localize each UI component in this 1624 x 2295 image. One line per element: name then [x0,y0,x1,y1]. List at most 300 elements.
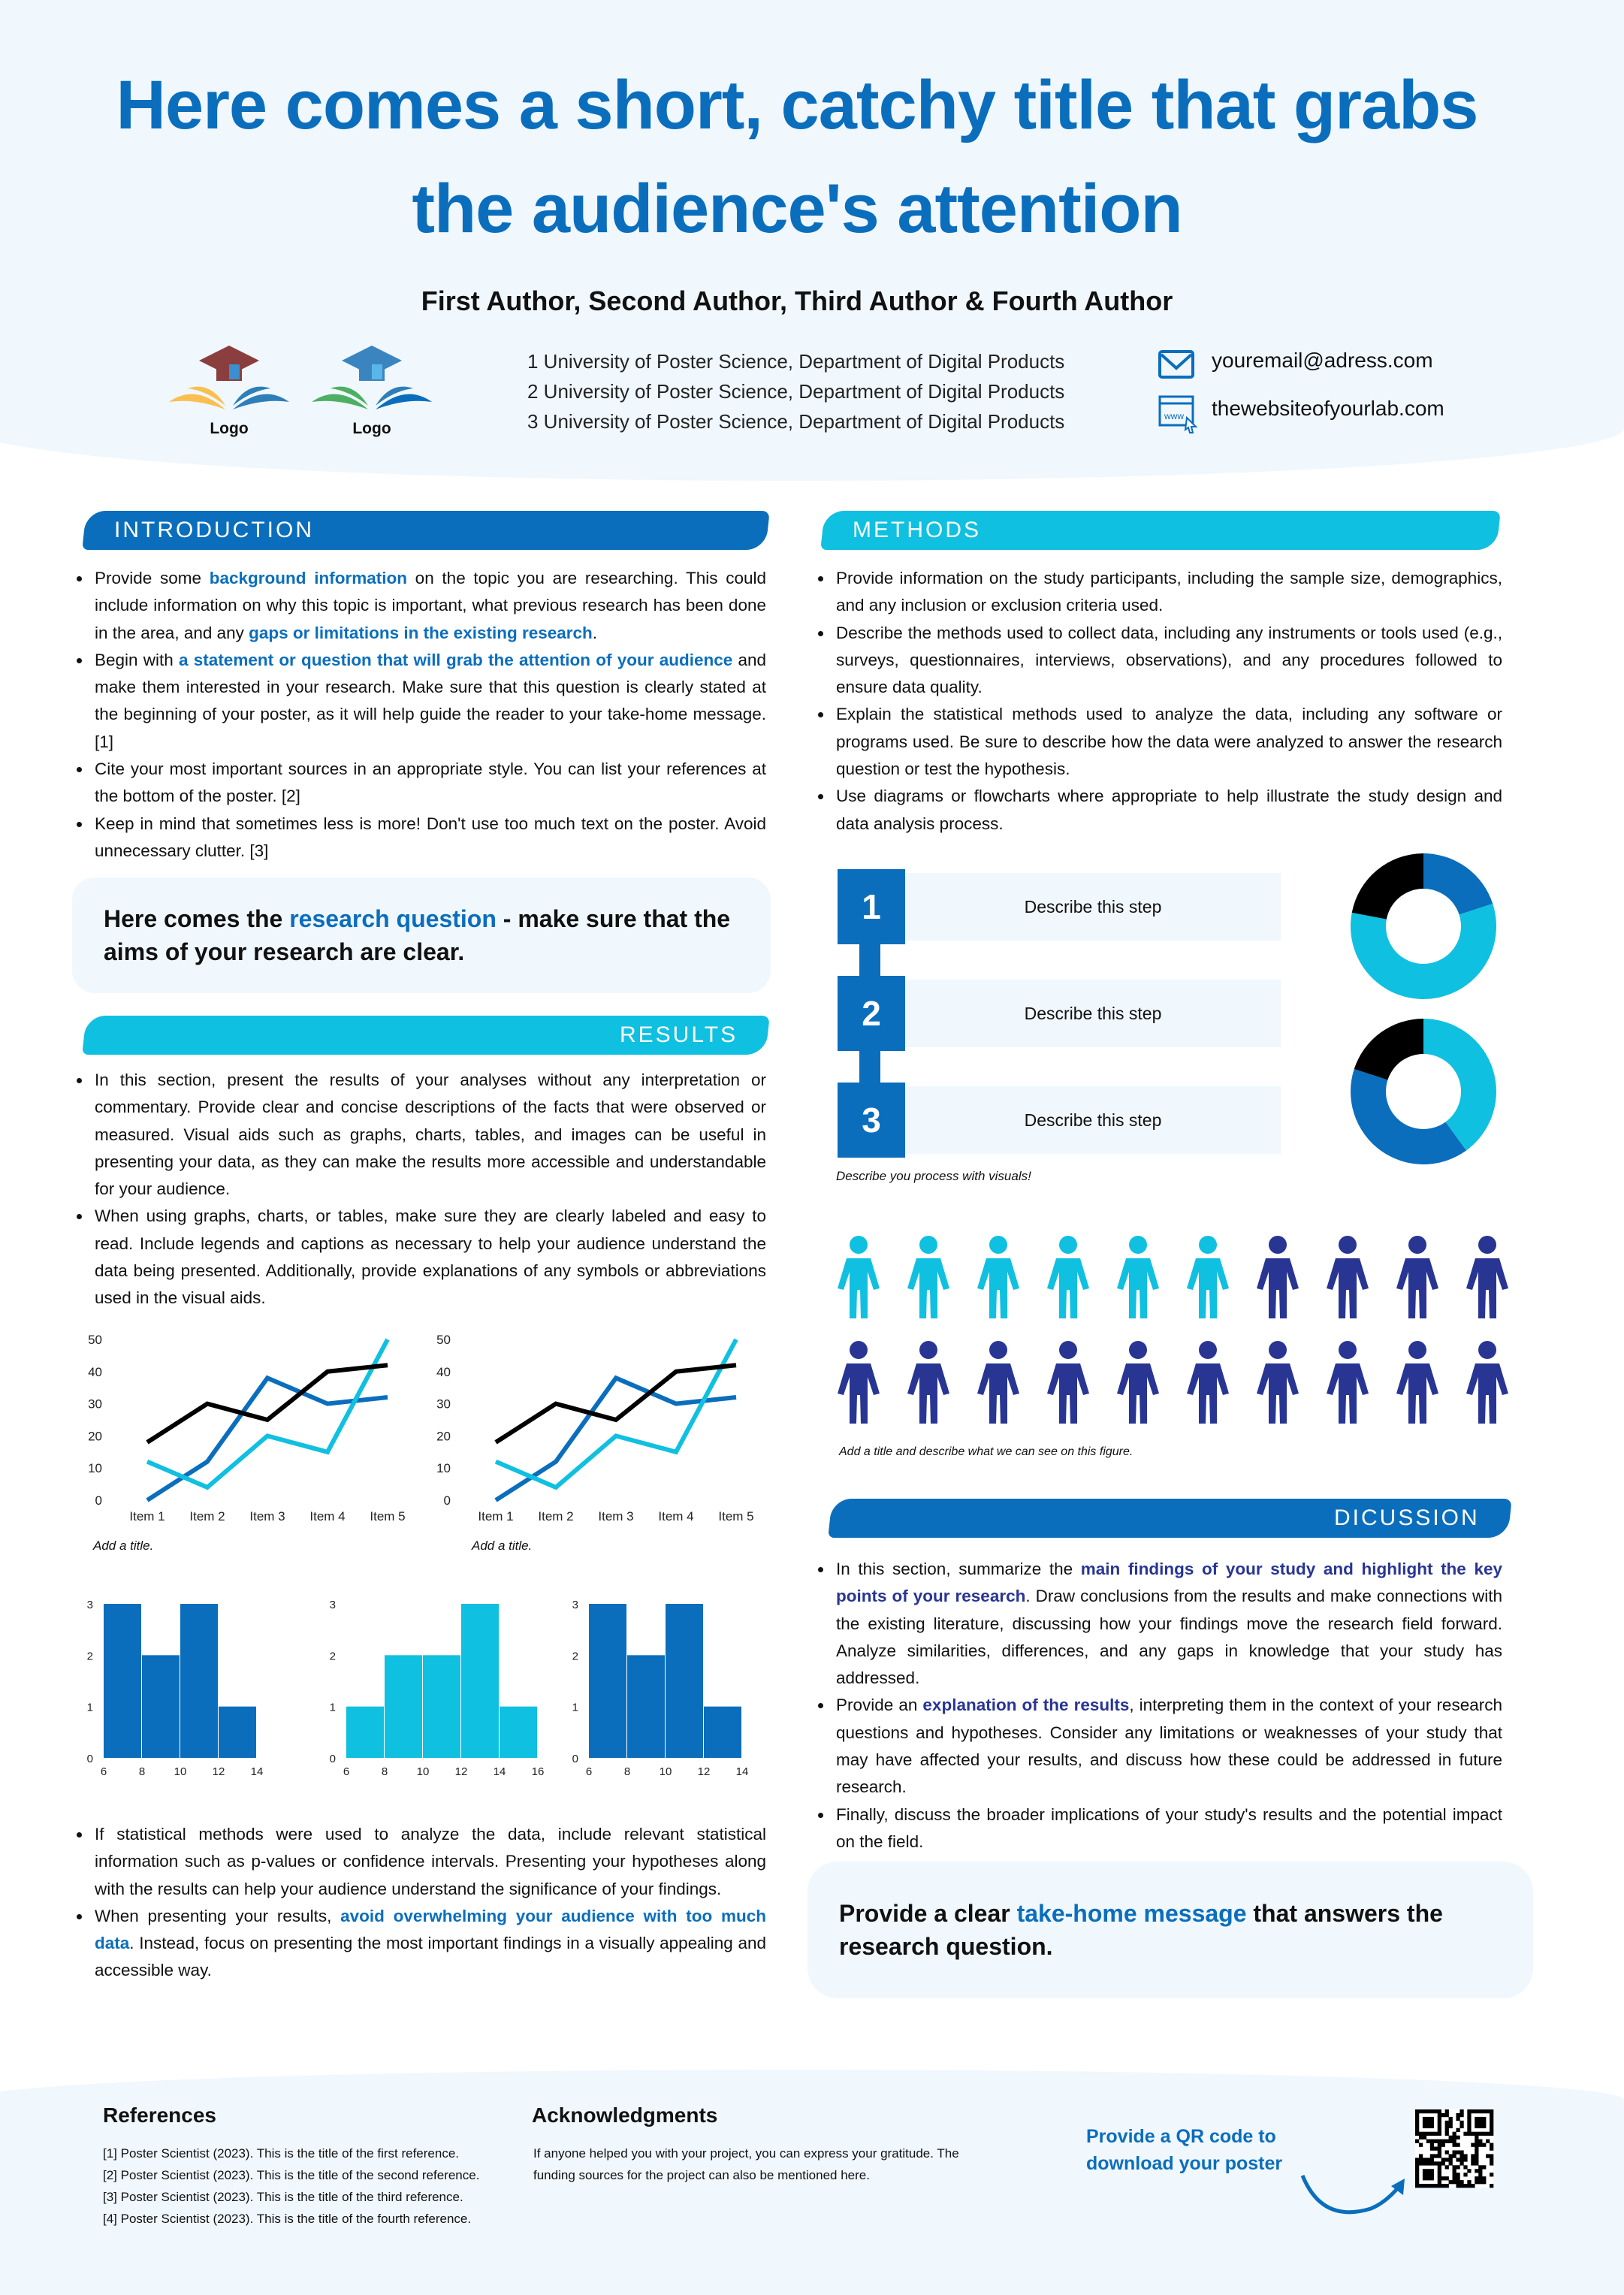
x-tick-label: 8 [139,1765,145,1778]
histogram-bar [104,1604,141,1758]
person-body [1466,1258,1508,1318]
qr-module [1459,2161,1463,2165]
line-series-blue [496,1378,736,1500]
qr-module [1430,2117,1434,2121]
person-icon [838,1341,880,1424]
qr-module [1482,2180,1486,2184]
qr-module [1475,2161,1478,2165]
y-tick-label: 1 [572,1702,578,1714]
y-tick-label: 10 [436,1461,451,1475]
person-head [1269,1236,1287,1254]
bullet-item [815,565,1502,620]
histogram-bar [627,1655,665,1758]
person-body [977,1258,1019,1318]
y-tick-label: 3 [572,1599,578,1611]
bullet-text: In this section, summarize the [836,1560,1081,1578]
person-body [1117,1363,1159,1424]
website-link[interactable]: thewebsiteofyourlab.com [1212,397,1444,421]
qr-module [1475,2176,1478,2180]
person-icon [977,1341,1019,1424]
donut-slice-black [1354,1019,1423,1080]
references-list [103,2143,479,2230]
qr-module [1430,2169,1434,2173]
qr-module [1482,2117,1486,2121]
x-tick-label: Item 4 [658,1509,693,1523]
reference-3: [3] Poster Scientist (2023). This is the title of the third reference. [103,2186,479,2208]
qr-module [1415,2169,1419,2173]
take-home-post: that answers the research question. [839,1900,1443,1960]
qr-module [1430,2176,1434,2180]
x-tick-label: Item 5 [718,1509,753,1523]
reference-2: [2] Poster Scientist (2023). This is the title of the second reference. [103,2164,479,2186]
qr-module [1475,2147,1478,2151]
qr-module [1478,2165,1482,2169]
qr-module [1475,2117,1478,2121]
person-head [1478,1236,1496,1254]
person-icon [1257,1341,1299,1424]
acknowledgments-text [533,2143,959,2186]
qr-module [1430,2109,1434,2113]
bullet-text: If statistical methods were used to analyze the data, include relevant statistical information such as p-values or confidence intervals. Presenting your hypotheses along with the results can help your audience understand the significance of your findings. [95,1825,766,1898]
qr-module [1430,2147,1434,2151]
person-icon [1327,1341,1369,1424]
bullet-text: . [593,624,597,642]
qr-module [1445,2184,1449,2188]
person-icon [1047,1341,1089,1424]
qr-module [1478,2124,1482,2128]
person-body [1327,1258,1369,1318]
bullet-text: Provide an [836,1696,922,1714]
qr-module [1463,2158,1467,2161]
qr-module [1456,2180,1459,2184]
qr-prompt-line-1: Provide a QR code to [1086,2123,1282,2150]
qr-module [1415,2176,1419,2180]
introduction-heading: INTRODUCTION [114,518,314,543]
affiliation-3: 3 University of Poster Science, Department of Digital Products [527,410,1064,433]
x-tick-label: 6 [586,1765,592,1778]
step-description: Describe this step [905,1086,1281,1154]
qr-code[interactable] [1415,2109,1493,2188]
qr-module [1430,2161,1434,2165]
qr-module [1441,2176,1445,2180]
bullet-text: . Instead, focus on presenting the most important findings in a visually appealing and accessible way. [95,1934,766,1979]
qr-prompt [1086,2123,1282,2177]
qr-module [1475,2143,1478,2147]
qr-module [1456,2150,1459,2154]
person-body [907,1258,949,1318]
qr-module [1438,2154,1441,2158]
qr-module [1471,2143,1475,2147]
qr-module [1478,2180,1482,2184]
donut-chart-1 [1345,847,1502,1005]
y-tick-label: 30 [88,1397,102,1412]
logo-2-icon [308,342,436,413]
qr-module [1423,2124,1426,2128]
qr-module [1482,2176,1486,2180]
qr-module [1415,2184,1419,2188]
qr-module [1490,2124,1493,2128]
donut-slice-cyan [1351,904,1496,999]
y-tick-label: 40 [88,1365,102,1379]
x-tick-label: Item 2 [538,1509,573,1523]
methods-heading: METHODS [853,518,981,543]
poster-title-line-1: Here comes a short, catchy title that grabs [45,66,1549,145]
qr-module [1482,2143,1486,2147]
qr-module [1490,2143,1493,2147]
qr-module [1456,2113,1459,2117]
qr-module [1419,2132,1423,2136]
person-head [989,1236,1007,1254]
person-icon [1396,1236,1438,1318]
qr-module [1434,2154,1438,2158]
qr-module [1456,2117,1459,2121]
qr-module [1426,2169,1430,2173]
qr-module [1415,2117,1419,2121]
qr-module [1445,2128,1449,2132]
curved-arrow-icon [1300,2171,1412,2224]
qr-module [1426,2132,1430,2136]
reference-4: [4] Poster Scientist (2023). This is the title of the fourth reference. [103,2208,479,2230]
x-tick-label: 8 [624,1765,630,1778]
bullet-item [74,1821,766,1903]
y-tick-label: 30 [436,1397,451,1412]
person-icon [1396,1341,1438,1424]
y-tick-label: 10 [88,1461,102,1475]
bullet-item [815,783,1502,838]
qr-module [1445,2176,1449,2180]
qr-module [1459,2113,1463,2117]
person-body [907,1363,949,1424]
qr-module [1467,2109,1471,2113]
qr-module [1490,2161,1493,2165]
qr-module [1430,2173,1434,2176]
histogram-bar [423,1655,460,1758]
donut-chart-2 [1345,1013,1502,1170]
qr-module [1490,2184,1493,2188]
qr-module [1434,2161,1438,2165]
histogram-bar [219,1707,256,1758]
x-tick-label: 14 [251,1765,264,1778]
bullet-text: Finally, discuss the broader implications of your study's results and the potential impact on the field. [836,1805,1502,1851]
qr-module [1459,2150,1463,2154]
qr-module [1478,2169,1482,2173]
person-icon [1187,1341,1229,1424]
qr-module [1434,2184,1438,2188]
highlighted-text: gaps or limitations in the existing research [249,624,593,642]
qr-module [1415,2158,1419,2161]
introduction-banner [82,511,769,550]
person-head [919,1236,937,1254]
qr-module [1419,2158,1423,2161]
qr-module [1478,2109,1482,2113]
person-head [1269,1341,1287,1359]
logo-1-icon [165,342,293,413]
donut-slice-black [1352,853,1423,920]
qr-module [1423,2169,1426,2173]
email-link[interactable]: youremail@adress.com [1212,349,1433,373]
x-tick-label: 12 [213,1765,225,1778]
qr-module [1438,2165,1441,2169]
website-icon [1158,395,1199,434]
discussion-heading: DICUSSION [1334,1505,1480,1531]
qr-module [1453,2143,1456,2147]
qr-module [1490,2132,1493,2136]
person-body [977,1363,1019,1424]
person-head [919,1341,937,1359]
qr-module [1456,2173,1459,2176]
qr-module [1430,2184,1434,2188]
qr-module [1449,2139,1453,2143]
x-tick-label: 8 [382,1765,388,1778]
bullet-text: on the topic you are researching. This could include information on why this topic is important, what previous research has been done in the area, and any [95,569,766,642]
ack-line-1: If anyone helped you with your project, you can express your gratitude. The [533,2143,959,2164]
qr-module [1415,2132,1419,2136]
qr-module [1449,2117,1453,2121]
qr-module [1453,2169,1456,2173]
person-head [1339,1341,1357,1359]
qr-module [1463,2154,1467,2158]
logo-1 [154,342,304,439]
line-series-cyan [147,1339,388,1487]
x-tick-label: 10 [417,1765,430,1778]
qr-module [1482,2109,1486,2113]
qr-module [1478,2139,1482,2143]
qr-module [1441,2139,1445,2143]
y-tick-label: 0 [330,1753,336,1765]
qr-module [1471,2158,1475,2161]
qr-module [1475,2158,1478,2161]
person-head [1129,1236,1147,1254]
qr-module [1449,2121,1453,2124]
qr-module [1438,2121,1441,2124]
person-body [1257,1258,1299,1318]
qr-module [1467,2117,1471,2121]
qr-module [1434,2109,1438,2113]
histogram-bar [346,1707,384,1758]
histogram-bar [461,1604,499,1758]
line-chart-2-caption: Add a title. [472,1539,532,1554]
qr-module [1438,2176,1441,2180]
person-head [1199,1236,1217,1254]
step-number: 3 [838,1083,905,1158]
person-icon [907,1236,949,1318]
qr-module [1475,2109,1478,2113]
histogram-bar [704,1707,741,1758]
qr-module [1438,2128,1441,2132]
qr-module [1445,2109,1449,2113]
qr-module [1430,2158,1434,2161]
qr-module [1478,2121,1482,2124]
y-tick-label: 1 [87,1702,93,1714]
line-chart-1-caption: Add a title. [93,1539,153,1554]
qr-module [1449,2158,1453,2161]
qr-module [1423,2117,1426,2121]
x-tick-label: Item 1 [478,1509,513,1523]
qr-module [1438,2113,1441,2117]
person-head [1059,1236,1077,1254]
bullet-item [74,1903,766,1985]
qr-module [1438,2169,1441,2173]
bullet-item [74,1203,766,1312]
bullet-text: When using graphs, charts, or tables, make sure they are clearly labeled and easy to read. Include legends and captions as necessary to help your audience understand the data being presented. Additionally, provide explanations of any symbols or abbreviations used in the visual aids. [95,1206,766,1307]
x-tick-label: 12 [455,1765,468,1778]
y-tick-label: 20 [436,1429,451,1443]
qr-module [1471,2161,1475,2165]
bullet-text: Describe the methods used to collect data, including any instruments or tools used (e.g., surveys, questionnaires, interviews, observations), and any procedures followed to ensure data quality. [836,624,1502,697]
person-body [1396,1258,1438,1318]
qr-module [1459,2121,1463,2124]
qr-module [1478,2132,1482,2136]
highlighted-text: main findings of your study and highlight the key points of your research [836,1560,1502,1605]
y-tick-label: 20 [88,1429,102,1443]
qr-module [1449,2180,1453,2184]
qr-module [1430,2124,1434,2128]
qr-module [1415,2128,1419,2132]
qr-module [1441,2143,1445,2147]
bullet-item [815,620,1502,702]
step-description: Describe this step [905,873,1281,941]
histogram-bar [666,1604,703,1758]
qr-module [1449,2154,1453,2158]
qr-module [1475,2124,1478,2128]
qr-module [1453,2165,1456,2169]
x-tick-label: 14 [736,1765,749,1778]
highlighted-text: avoid overwhelming your audience with too much data [95,1907,766,1952]
qr-module [1438,2184,1441,2188]
qr-module [1415,2109,1419,2113]
qr-module [1459,2158,1463,2161]
qr-module [1453,2173,1456,2176]
people-caption: Add a title and describe what we can see on this figure. [839,1445,1133,1459]
qr-module [1449,2124,1453,2128]
qr-module [1467,2124,1471,2128]
qr-module [1441,2158,1445,2161]
qr-module [1415,2124,1419,2128]
bullet-text: Use diagrams or flowcharts where appropriate to help illustrate the study design and data analysis process. [836,787,1502,832]
rq-highlight: research question [289,905,497,932]
person-body [1396,1363,1438,1424]
qr-module [1441,2161,1445,2165]
qr-module [1490,2109,1493,2113]
person-icon [907,1341,949,1424]
x-tick-label: Item 1 [129,1509,165,1523]
qr-module [1434,2139,1438,2143]
bullet-text: , interpreting them in the context of your research questions and hypotheses. Consider any limitations or weaknesses of your study that may have affected your results, and discuss how these could be addressed in future research. [836,1696,1502,1796]
y-tick-label: 50 [88,1333,102,1347]
bullet-text: Keep in mind that sometimes less is more! Don't use too much text on the poster. Avoid unnecessary clutter. [3] [95,814,766,860]
qr-module [1419,2109,1423,2113]
bullet-text: Cite your most important sources in an appropriate style. You can list your references at the bottom of the poster. [2] [95,759,766,805]
qr-module [1415,2121,1419,2124]
people-pictogram [830,1232,1521,1427]
logo-1-label: Logo [154,420,304,438]
line-chart-2 [421,1318,774,1566]
step-number: 2 [838,976,905,1051]
y-tick-label: 3 [330,1599,336,1611]
y-tick-label: 0 [572,1753,578,1765]
qr-module [1463,2184,1467,2188]
qr-module [1459,2180,1463,2184]
person-head [1408,1341,1426,1359]
qr-module [1463,2165,1467,2169]
qr-module [1445,2113,1449,2117]
discussion-banner [828,1499,1511,1538]
highlighted-text: background information [210,569,407,587]
steps-caption: Describe you process with visuals! [836,1169,1031,1184]
qr-module [1467,2113,1471,2117]
bullet-item [815,1801,1502,1856]
qr-module [1478,2173,1482,2176]
research-question-box [72,877,771,993]
qr-module [1430,2139,1434,2143]
qr-module [1438,2150,1441,2154]
bullet-item [74,565,766,647]
email-icon [1158,350,1194,379]
line-series-cyan [496,1339,736,1487]
qr-module [1478,2176,1482,2180]
person-body [1117,1258,1159,1318]
person-body [1047,1258,1089,1318]
qr-module [1467,2121,1471,2124]
svg-text:www: www [1164,411,1184,421]
qr-module [1426,2161,1430,2165]
qr-module [1453,2139,1456,2143]
y-tick-label: 1 [330,1702,336,1714]
take-home-box [807,1862,1533,1998]
process-step [838,869,1281,944]
qr-module [1438,2161,1441,2165]
qr-module [1467,2184,1471,2188]
x-tick-label: Item 5 [370,1509,405,1523]
qr-module [1459,2109,1463,2113]
person-body [1466,1363,1508,1424]
affiliation-1: 1 University of Poster Science, Department of Digital Products [527,350,1064,373]
qr-module [1453,2132,1456,2136]
person-icon [1466,1341,1508,1424]
x-tick-label: Item 4 [309,1509,345,1523]
person-head [850,1236,868,1254]
person-head [989,1341,1007,1359]
qr-module [1426,2173,1430,2176]
highlighted-text: explanation of the results [922,1696,1129,1714]
qr-module [1490,2173,1493,2176]
qr-module [1463,2132,1467,2136]
qr-module [1438,2139,1441,2143]
qr-module [1486,2139,1490,2143]
bullet-text: When presenting your results, [95,1907,340,1925]
qr-module [1415,2173,1419,2176]
methods-banner [820,511,1500,550]
bullet-item [74,756,766,811]
qr-module [1419,2154,1423,2158]
y-tick-label: 0 [95,1493,102,1508]
line-series-blue [147,1378,388,1500]
qr-module [1456,2128,1459,2132]
person-icon [977,1236,1019,1318]
qr-module [1471,2132,1475,2136]
bullet-text: Provide information on the study participants, including the sample size, demographics, and any inclusion or exclusion criteria used. [836,569,1502,615]
ack-line-2: funding sources for the project can also be mentioned here. [533,2164,959,2186]
person-icon [1047,1236,1089,1318]
take-home-highlight: take-home message [1017,1900,1247,1927]
donut-slice-blue [1423,853,1493,915]
person-head [1199,1341,1217,1359]
results-bullets [74,1067,766,1312]
bullet-item [74,811,766,865]
person-icon [1257,1236,1299,1318]
qr-module [1445,2158,1449,2161]
results-bullets-2 [74,1821,766,1985]
